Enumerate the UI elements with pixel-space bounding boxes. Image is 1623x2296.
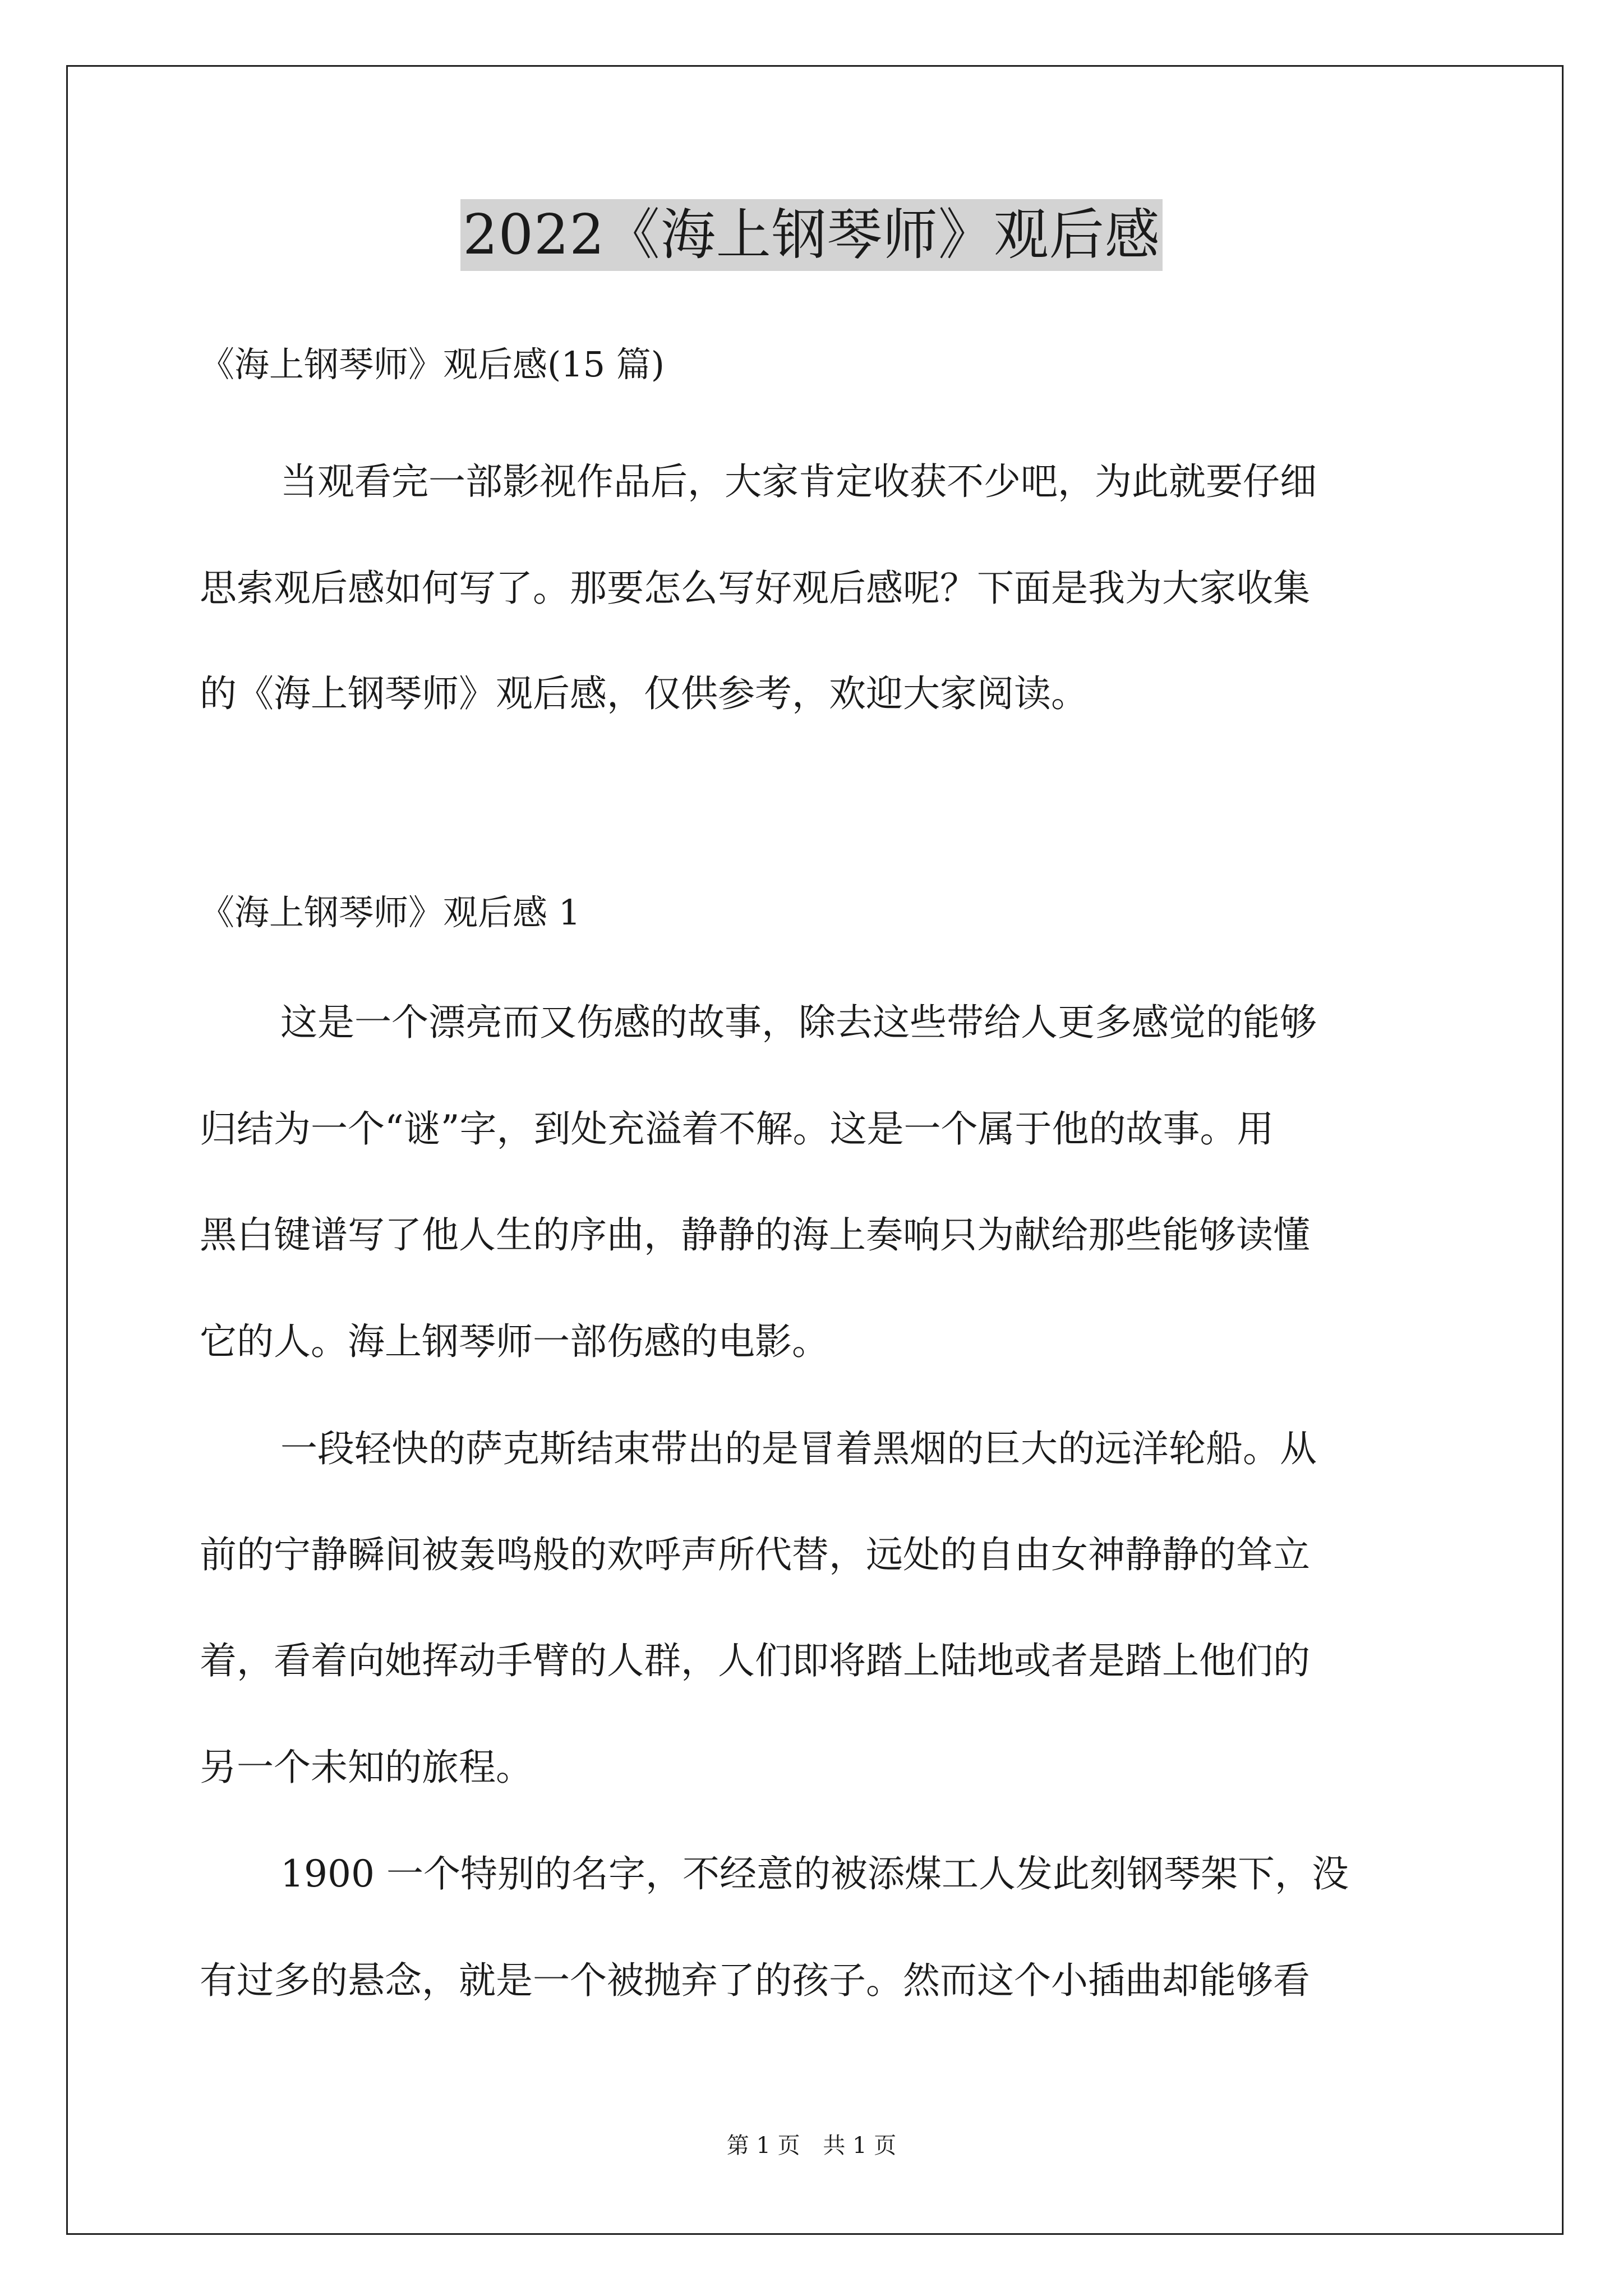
body-line: 另一个未知的旅程。 (200, 1746, 533, 1789)
body-line: 这是一个漂亮而又伤感的故事，除去这些带给人更多感觉的能够 (280, 1001, 1317, 1044)
body-line: 前的宁静瞬间被轰鸣般的欢呼声所代替，远处的自由女神静静的耸立 (200, 1533, 1310, 1576)
page-total: 共 1 页 (823, 2133, 897, 2159)
body-line: 它的人。海上钢琴师一部伤感的电影。 (200, 1320, 829, 1363)
page-number: 第 1 页 (726, 2133, 800, 2159)
body-line: 有过多的悬念，就是一个被抛弃了的孩子。然而这个小插曲却能够看 (200, 1959, 1310, 2002)
body-line: 着，看着向她挥动手臂的人群，人们即将踏上陆地或者是踏上他们的 (200, 1639, 1310, 1682)
intro-line: 当观看完一部影视作品后，大家肯定收获不少吧，为此就要仔细 (280, 460, 1317, 503)
intro-line: 的《海上钢琴师》观后感，仅供参考，欢迎大家阅读。 (200, 672, 1088, 715)
body-line: 黑白键谱写了他人生的序曲，静静的海上奏响只为献给那些能够读懂 (200, 1213, 1310, 1257)
body-line: 归结为一个“谜”字，到处充溢着不解。这是一个属于他的故事。用 (200, 1107, 1274, 1151)
section-heading: 《海上钢琴师》观后感 1 (200, 892, 581, 933)
body-line: 1900 一个特别的名字，不经意的被添煤工人发此刻钢琴架下，没 (280, 1852, 1349, 1895)
page-footer (0, 2129, 1623, 2162)
intro-line: 思索观后感如何写了。那要怎么写好观后感呢？下面是我为大家收集 (200, 567, 1310, 610)
title-wrap (0, 199, 1623, 271)
body-line: 一段轻快的萨克斯结束带出的是冒着黑烟的巨大的远洋轮船。从 (280, 1427, 1317, 1470)
subtitle: 《海上钢琴师》观后感(15 篇) (200, 344, 665, 385)
document-title: 2022《海上钢琴师》观后感 (460, 199, 1162, 271)
